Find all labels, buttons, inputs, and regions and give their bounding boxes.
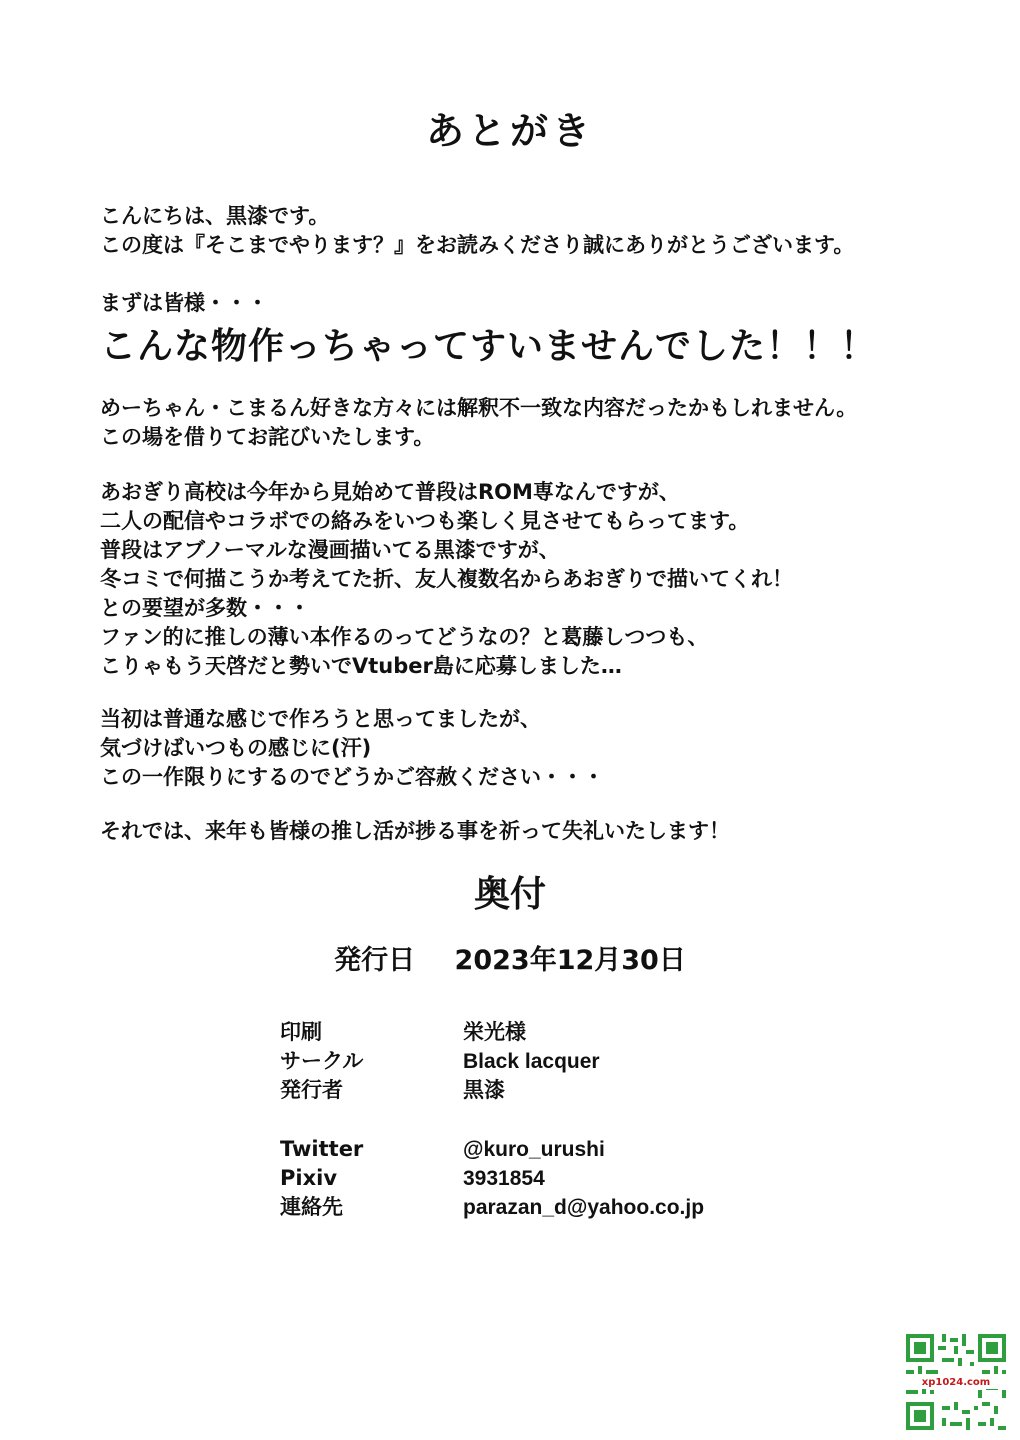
issue-date <box>0 938 1020 977</box>
text-line: 二人の配信やコラボでの絡みをいつも楽しく見させてもらってます。 <box>100 509 750 533</box>
row-key: Pixiv <box>280 1166 338 1190</box>
contact-row-email <box>280 1193 704 1222</box>
colophon-title: 奥付 <box>473 874 546 915</box>
colophon-row-printer <box>280 1018 600 1047</box>
colophon-row-circle <box>280 1047 600 1076</box>
text-line: ファン的に推しの薄い本作るのってどうなの？と葛藤しつつも、 <box>100 625 709 649</box>
text-line: こりゃもう天啓だと勢いでVtuber島に応募しました… <box>100 654 622 678</box>
contact-details <box>280 1135 704 1222</box>
row-key: 連絡先 <box>280 1195 343 1219</box>
row-key: Twitter <box>280 1137 364 1161</box>
page-title: あとがき <box>425 109 594 153</box>
colophon-row-publisher <box>280 1076 600 1105</box>
row-value: 栄光様 <box>463 1021 526 1044</box>
closing-paragraph <box>100 817 960 846</box>
text-line: との要望が多数・・・ <box>100 596 310 620</box>
row-value: Black lacquer <box>463 1050 600 1073</box>
row-value: parazan_d@yahoo.co.jp <box>463 1196 705 1219</box>
row-value: 黒漆 <box>463 1079 505 1102</box>
row-value: 3931854 <box>463 1167 545 1190</box>
colophon-details <box>280 1018 600 1105</box>
issue-date-value: 2023年12月30日 <box>454 945 686 976</box>
text-line: 当初は普通な感じで作ろうと思ってましたが、 <box>100 707 541 731</box>
row-value: @kuro_urushi <box>463 1138 605 1161</box>
result-paragraph <box>100 705 960 792</box>
text-line: こんにちは、黒漆です。 <box>100 204 330 228</box>
apology-intro <box>100 289 960 318</box>
greeting-paragraph <box>100 202 960 260</box>
row-key: サークル <box>280 1049 364 1073</box>
story-paragraph <box>100 478 960 681</box>
watermark-caption: xp1024.com <box>913 1377 999 1389</box>
text-line: あおぎり高校は今年から見始めて普段はROM専なんですが、 <box>100 480 680 504</box>
text-line: それでは、来年も皆様の推し活が捗る事を祈って失礼いたします！ <box>100 819 730 843</box>
text-line: 冬コミで何描こうか考えてた折、友人複数名からあおぎりで描いてくれ！ <box>100 567 793 591</box>
text-line: この度は『そこまでやります？』をお読みくださり誠にありがとうございます。 <box>100 233 855 257</box>
contact-row-twitter <box>280 1135 704 1164</box>
row-key: 発行者 <box>280 1078 343 1102</box>
text-line: 普段はアブノーマルな漫画描いてる黒漆ですが、 <box>100 538 560 562</box>
apology-heading: こんな物作っちゃってすいませんでした！！！ <box>100 326 878 367</box>
text-line: この一作限りにするのでどうかご容赦ください・・・ <box>100 765 604 789</box>
interpretation-paragraph <box>100 394 960 452</box>
text-line: めーちゃん・こまるん好きな方々には解釈不一致な内容だったかもしれません。 <box>100 396 858 420</box>
text-line: 気づけばいつもの感じに(汗) <box>100 736 372 760</box>
contact-row-pixiv <box>280 1164 704 1193</box>
row-key: 印刷 <box>280 1020 322 1044</box>
text-line: まずは皆様・・・ <box>100 291 268 315</box>
issue-date-label: 発行日 <box>334 945 416 976</box>
text-line: この場を借りてお詫びいたします。 <box>100 425 435 449</box>
